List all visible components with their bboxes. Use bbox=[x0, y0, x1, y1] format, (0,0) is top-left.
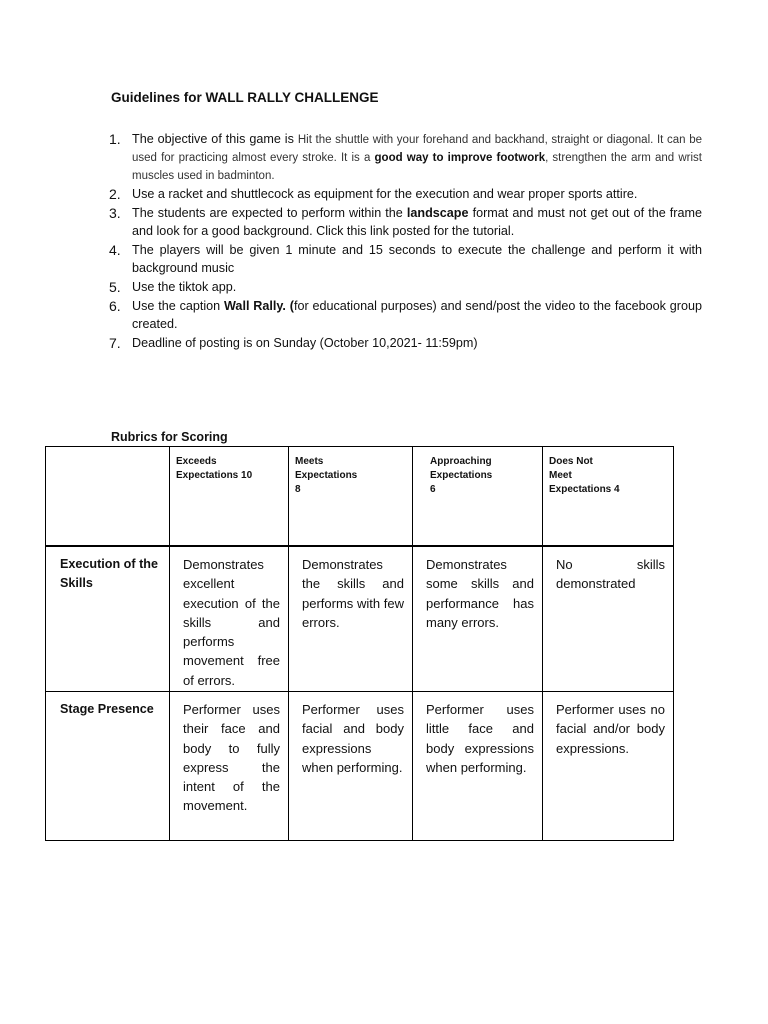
rubric-criterion-cell bbox=[46, 546, 170, 692]
guideline-text-bold: landscape bbox=[406, 206, 469, 220]
rubric-header-cell bbox=[413, 447, 543, 547]
guideline-item-2 bbox=[108, 185, 702, 203]
rubric-cell bbox=[289, 692, 413, 841]
rubric-criterion: Execution of the Skills bbox=[60, 557, 158, 590]
rubric-cell bbox=[543, 692, 674, 841]
rubric-cell-text: Performer uses no facial and/or body expressions. bbox=[556, 702, 665, 756]
rubric-cell-text: Performer uses facial and body expressions when performing. bbox=[302, 702, 404, 775]
rubric-cell-text: No skills demonstrated bbox=[556, 557, 665, 592]
guideline-item-4 bbox=[108, 241, 702, 277]
rubric-header-label: Does Not Meet Expectations 4 bbox=[549, 456, 620, 495]
rubric-cell bbox=[170, 546, 289, 692]
rubric-row-execution bbox=[46, 546, 674, 692]
guideline-text: Use the tiktok app. bbox=[132, 280, 237, 294]
guideline-number: 2. bbox=[109, 186, 121, 202]
guideline-number: 7. bbox=[109, 335, 121, 351]
guideline-text-small: , strengthen the arm and wrist muscles used in badminton. bbox=[132, 152, 702, 182]
rubric-cell bbox=[413, 546, 543, 692]
guideline-number: 1. bbox=[109, 131, 121, 147]
rubric-cell-text: Performer uses little face and body expressions when performing. bbox=[426, 702, 534, 775]
rubric-header-cell bbox=[289, 447, 413, 547]
guideline-item-6 bbox=[108, 297, 702, 333]
rubric-criterion: Stage Presence bbox=[60, 702, 154, 716]
rubric-row-stage-presence bbox=[46, 692, 674, 841]
rubric-header-cell bbox=[543, 447, 674, 547]
rubric-header-label bbox=[46, 447, 169, 455]
guideline-item-1 bbox=[108, 130, 702, 184]
rubric-cell-text: Demonstrates some skills and performance has many errors. bbox=[426, 557, 534, 630]
rubric-cell bbox=[170, 692, 289, 841]
rubric-cell bbox=[543, 546, 674, 692]
guideline-number: 4. bbox=[109, 242, 121, 258]
rubric-criterion-cell bbox=[46, 692, 170, 841]
rubric-header-label: Meets Expectations 8 bbox=[295, 456, 358, 495]
rubric-cell-text: Demonstrates the skills and performs with few errors. bbox=[302, 557, 404, 630]
guideline-text: The players will be given 1 minute and 15 seconds to execute the challenge and perform it with background music bbox=[132, 243, 702, 275]
guideline-number: 3. bbox=[109, 205, 121, 221]
guideline-text-bold: Wall Rally. ( bbox=[224, 299, 294, 313]
guideline-text: Deadline of posting is on Sunday (October 10,2021- 11:59pm) bbox=[132, 336, 478, 350]
page-title: Guidelines for WALL RALLY CHALLENGE bbox=[111, 90, 379, 105]
rubric-cell-text: Performer uses their face and body to fully express the intent of the movement. bbox=[183, 702, 280, 814]
guideline-number: 6. bbox=[109, 298, 121, 314]
guideline-text: Use the caption bbox=[132, 299, 225, 313]
guideline-item-3 bbox=[108, 204, 702, 240]
rubric-header-cell bbox=[46, 447, 170, 547]
rubric-cell bbox=[289, 546, 413, 692]
guideline-text: The objective of this game is bbox=[132, 132, 298, 146]
rubric-header-label: Approaching Expectations 6 bbox=[430, 456, 493, 495]
rubric-cell-text: Demonstrates excellent execution of the skills and performs movement free of errors. bbox=[183, 557, 280, 688]
guideline-text: for educational purposes) and send/post the video to the facebook group created. bbox=[132, 299, 702, 331]
rubric-table bbox=[45, 446, 674, 841]
guideline-text: The students are expected to perform within the bbox=[132, 206, 407, 220]
guideline-item-7 bbox=[108, 334, 702, 352]
guideline-text: Use a racket and shuttlecock as equipment for the execution and wear proper sports attire. bbox=[132, 187, 638, 201]
guideline-text-small: Hit the shuttle with your forehand and backhand, straight or diagonal. It can be used for practicing almost every stroke. It is a bbox=[132, 134, 702, 164]
rubric-header-row bbox=[46, 447, 674, 547]
guidelines-list bbox=[108, 130, 702, 353]
guideline-number: 5. bbox=[109, 279, 121, 295]
guideline-text-bold: good way to improve footwork bbox=[374, 152, 546, 164]
guideline-text: format and must not get out of the frame and look for a good background. Click this link posted for the tutorial. bbox=[132, 206, 702, 238]
guideline-item-5 bbox=[108, 278, 702, 296]
rubric-header-label: Exceeds Expectations 10 bbox=[176, 456, 253, 481]
rubric-header-cell bbox=[170, 447, 289, 547]
rubric-cell bbox=[413, 692, 543, 841]
rubric-title: Rubrics for Scoring bbox=[111, 430, 228, 444]
